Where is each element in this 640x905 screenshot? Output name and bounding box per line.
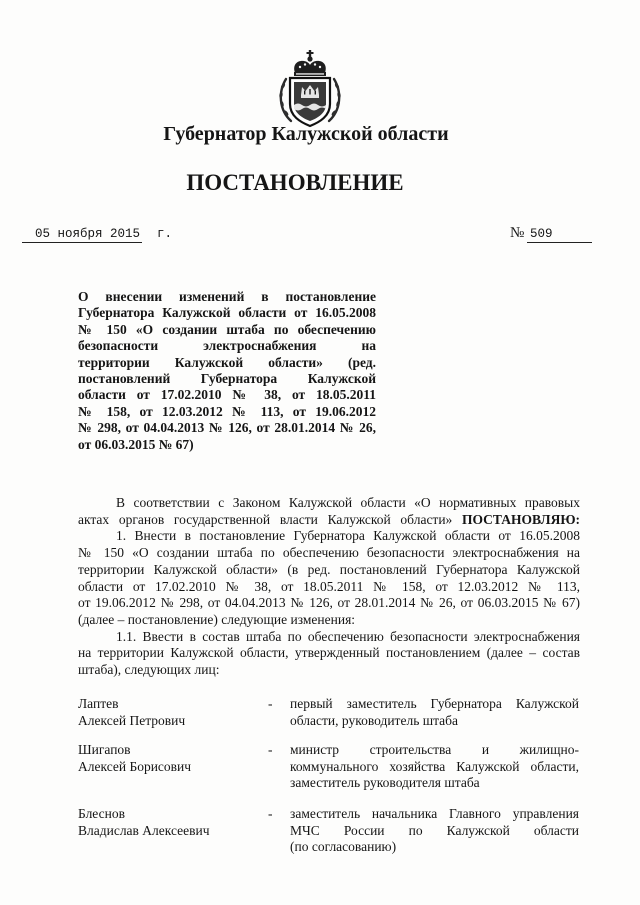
- preamble-paragraph: [78, 495, 580, 528]
- member-dash: -: [268, 806, 273, 821]
- member-position-line: (по согласованию): [290, 839, 397, 854]
- decree-title: [78, 289, 376, 453]
- member-position: [290, 742, 579, 792]
- member-dash: -: [268, 742, 273, 757]
- member-position-line: заместитель руководителя штаба: [290, 775, 480, 790]
- document-type-heading: ПОСТАНОВЛЕНИЕ: [186, 170, 404, 195]
- title-line: безопасности электроснабжения на: [78, 338, 376, 354]
- member-name: [78, 696, 258, 729]
- member-given-names: Алексей Борисович: [78, 758, 192, 774]
- preamble-line-text: актах органов государственной власти Калужской области»: [78, 511, 453, 527]
- member-surname: Шигапов: [78, 742, 131, 757]
- member-position: [290, 696, 579, 729]
- member-position-line: первый заместитель Губернатора Калужской: [290, 696, 579, 711]
- decree-date: 05 ноября 2015: [22, 227, 142, 243]
- item-1-1-line: на территории Калужской области, утвержденный постановлением (далее – состав: [78, 645, 580, 661]
- member-name: [78, 806, 258, 839]
- item-1-1-line: 1.1. Ввести в состав штаба по обеспечению безопасности электроснабжения: [116, 628, 580, 644]
- decree-number: 509: [527, 227, 592, 243]
- member-position-line: МЧС России по Калужской области: [290, 822, 579, 838]
- title-line: территории Калужской области» (ред.: [78, 354, 376, 370]
- title-line: постановлений Губернатора Калужской: [78, 371, 376, 387]
- member-position-line: коммунального хозяйства Калужской области,: [290, 758, 579, 774]
- item-1-line: от 19.06.2012 № 298, от 04.04.2013 № 126, от 28.01.2014 № 26, от 06.03.2015 № 67): [78, 595, 580, 611]
- member-surname: Лаптев: [78, 696, 119, 711]
- item-1-1-paragraph: [78, 629, 580, 679]
- decree-word: ПОСТАНОВЛЯЮ:: [462, 511, 581, 527]
- title-line: О внесении изменений в постановление: [78, 289, 376, 304]
- title-line: № 150 «О создании штаба по обеспечению: [78, 321, 376, 337]
- member-position: [290, 806, 579, 856]
- member-given-names: Алексей Петрович: [78, 712, 186, 728]
- item-1-paragraph: [78, 528, 580, 628]
- staff-member-row: [78, 806, 580, 858]
- member-position-line: заместитель начальника Главного управления: [290, 806, 579, 821]
- title-line: Губернатора Калужской области от 16.05.2008: [78, 305, 376, 321]
- member-position-line: области, руководитель штаба: [290, 712, 459, 728]
- member-dash: -: [268, 696, 273, 711]
- title-line: № 158, от 12.03.2012 № 113, от 19.06.2012: [78, 403, 376, 419]
- staff-member-row: [78, 742, 580, 794]
- title-line: от 06.03.2015 № 67): [78, 436, 194, 452]
- preamble-line: В соответствии с Законом Калужской области «О нормативных правовых: [116, 495, 580, 510]
- staff-member-row: [78, 696, 580, 748]
- issuing-authority: Губернатор Калужской области: [163, 123, 449, 145]
- title-line: № 298, от 04.04.2013 № 126, от 28.01.2014 № 26,: [78, 420, 376, 436]
- member-name: [78, 742, 258, 775]
- item-1-line: 1. Внести в постановление Губернатора Калужской области от 16.05.2008: [116, 528, 580, 544]
- decree-body: [78, 495, 580, 679]
- decree-date-year-suffix: г.: [157, 227, 173, 241]
- coat-of-arms-icon: [274, 50, 346, 128]
- title-line: области от 17.02.2010 № 38, от 18.05.2011: [78, 387, 376, 403]
- item-1-line: области от 17.02.2010 № 38, от 18.05.2011 № 158, от 12.03.2012 № 113,: [78, 578, 580, 594]
- preamble-line: [78, 512, 580, 529]
- member-surname: Блеснов: [78, 806, 125, 821]
- decree-number-sign: №: [510, 225, 525, 241]
- item-1-line: (далее – постановление) следующие изменения:: [78, 611, 356, 627]
- item-1-1-line: штаба), следующих лиц:: [78, 662, 220, 678]
- item-1-line: территории Калужской области» (в ред. постановлений Губернатора Калужской: [78, 561, 580, 577]
- member-given-names: Владислав Алексеевич: [78, 822, 210, 838]
- item-1-line: № 150 «О создании штаба по обеспечению безопасности электроснабжения на: [78, 545, 580, 561]
- member-position-line: министр строительства и жилищно-: [290, 742, 579, 757]
